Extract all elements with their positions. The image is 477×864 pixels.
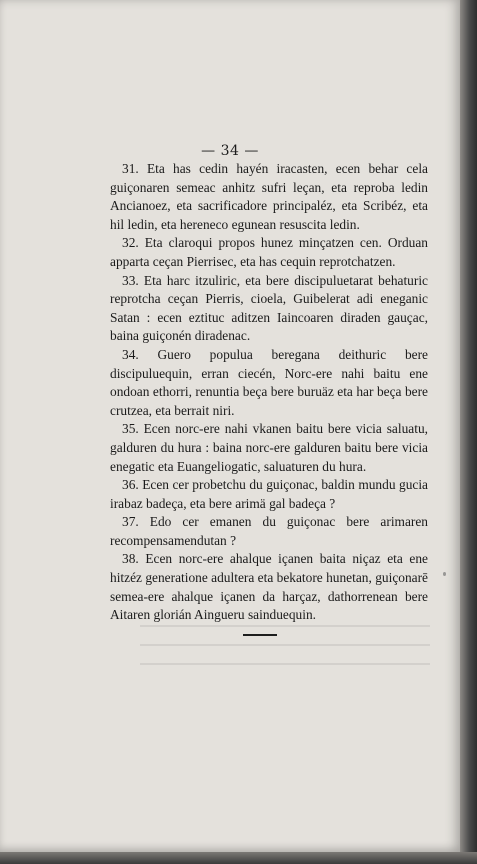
bleed-through-shadow	[140, 615, 430, 675]
page-fore-edge	[460, 0, 477, 864]
page-number: — 34 —	[201, 143, 259, 159]
verse-37: 37. Edo cer emanen du guiçonac bere arimaren recompensamendutan ?	[110, 514, 428, 548]
verse-38: 38. Ecen norc-ere ahalque içanen baita niçaz eta ene hitzéz generatione adultera eta bekatore hunetan, guiçonarē semea-ere ahalque içanen da harçaz, dathorrenean bere Aitaren glorián Aingueru sainduequin.	[110, 551, 428, 623]
page-bottom-edge	[0, 852, 477, 864]
verse-text-block	[110, 160, 428, 625]
verse-36: 36. Ecen cer probetchu du guiçonac, baldin mundu gucia irabaz badeça, eta bere arimä gal badeça ?	[110, 477, 428, 511]
verse-33: 33. Eta harc itzuliric, eta bere discipuluetarat behaturic reprotcha ceçan Pierris, cioela, Guibelerat adi eneganic Satan : ecen eztituc aditzen Iaincoaren diraden gauçac, baina guiçonén diradenac.	[110, 272, 428, 344]
verse-35: 35. Ecen norc-ere nahi vkanen baitu bere vicia saluatu, galduren du hura : baina norc-ere galduren baitu bere vicia enegatic eta Euangeliogatic, saluaturen du hura.	[110, 421, 428, 474]
verse-32: 32. Eta claroqui propos hunez minçatzen cen. Orduan apparta ceçan Pierrisec, eta has cequin reprotchatzen.	[110, 235, 428, 269]
verse-34: 34. Guero populua beregana deithuric bere discipuluequin, erran ciecén, Norc-ere nahi baitu ene ondoan ethorri, renuntia beça bere buruäz eta har beça bere crutzea, eta berrait niri.	[110, 346, 428, 418]
end-rule-divider	[243, 634, 277, 636]
verse-31: 31. Eta has cedin hayén iracasten, ecen behar cela guiçonaren semeac anhitz sufri leçan, eta reproba ledin Ancianoez, eta sacrificadore principaléz, eta Scribéz, eta hil ledin, eta hereneco egunean resuscita ledin.	[110, 161, 428, 232]
paper-speck	[443, 572, 446, 576]
